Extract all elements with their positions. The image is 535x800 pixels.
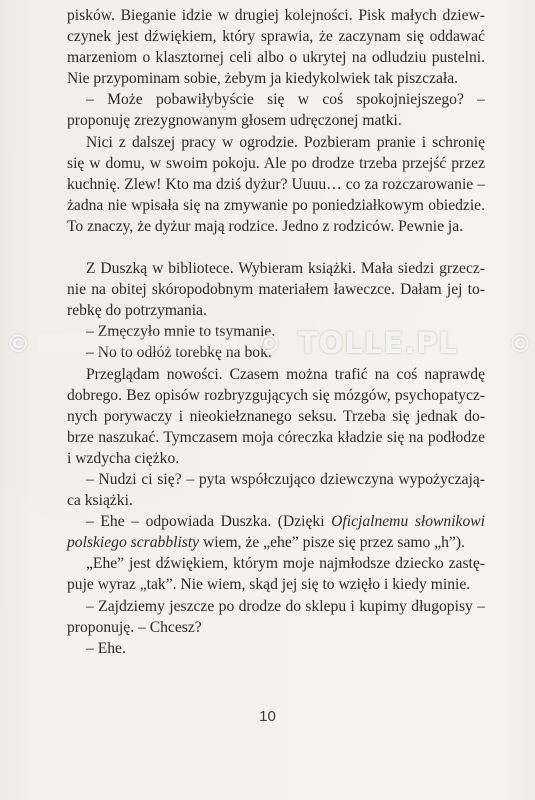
paragraph: Przeglądam nowości. Czasem można trafić na coś naprawdę dobrego. Bez opisów rozbryzgujących się mózgów, psychopatycznych porywaczy i nieokiełznanego seksu. Trzeba się jednak dobrze naszukać. Tymczasem moja córeczka kładzie się na podłodze i wzdycha ciężko. bbox=[67, 365, 485, 467]
watermark-logo: TOLLE.PL bbox=[298, 326, 458, 360]
text-run: wiem, że „ehe” pisze się przez samo „h”). bbox=[199, 534, 465, 552]
paragraph: „Ehe” jest dźwiękiem, którym moje najmłodsze dziecko zastępuje wyraz „tak”. Nie wiem, skąd jej się to wzięło i kiedy minie. bbox=[67, 555, 485, 594]
paragraph: – Zmęczyło mnie to tsymanie. bbox=[86, 323, 276, 341]
text-run: – Ehe – odpowiada Duszka. (Dzięki bbox=[86, 513, 332, 531]
paragraph-with-italic bbox=[67, 511, 485, 553]
copyright-icon: © bbox=[257, 330, 281, 358]
paragraph: Z Duszką w bibliotece. Wybieram książki. Mała siedzi grzecznie na obitej skóropodobnym materiałem ławeczce. Dałam jej torebkę do potrzymania. bbox=[67, 260, 485, 320]
paragraph: – Ehe. bbox=[86, 639, 126, 657]
italic-book-title: Oficjalnemu słownikowi polskiego scrabblisty bbox=[67, 513, 485, 552]
paragraph: Nici z dalszej pracy w ogrodzie. Pozbieram pranie i schronię się w domu, w swoim pokoju. Ale po drodze trzeba przejść przez kuchnię. Zlew! Kto ma dziś dyżur? Uuuu… co za rozczarowanie – żadna nie wpisała się na zmywanie po poniedziałkowym obiedzie. To znaczy, że dyżur mają rodzice. Jedno z rodziców. Pewnie ja. bbox=[67, 133, 485, 235]
copyright-icon: © bbox=[508, 330, 532, 358]
paragraph: – Może pobawiłybyście się w coś spokojniejszego? – proponuję zrezygnowanym głosem udręczonej matki. bbox=[67, 91, 485, 130]
paragraph: pisków. Bieganie idzie w drugiej kolejności. Pisk małych dziewczynek jest dźwiękiem, który sprawia, że zaczynam się oddawać marzeniom o klasztornej celi albo o ukrytej na odludziu pustelni. Nie przypominam sobie, żebym ja kiedykolwiek tak piszczała. bbox=[67, 7, 485, 88]
paragraph: – Zajdziemy jeszcze po drodze do sklepu i kupimy długopisy – proponuję. – Chcesz? bbox=[67, 597, 485, 636]
copyright-icon: © bbox=[6, 330, 30, 358]
page-text bbox=[67, 5, 485, 659]
paragraph: – Nudzi ci się? – pyta współczująco dziewczyna wypożyczająca książki. bbox=[67, 470, 485, 510]
paragraph: – No to odłóż torebkę na bok. bbox=[86, 344, 272, 362]
page-number: 10 bbox=[259, 708, 276, 725]
